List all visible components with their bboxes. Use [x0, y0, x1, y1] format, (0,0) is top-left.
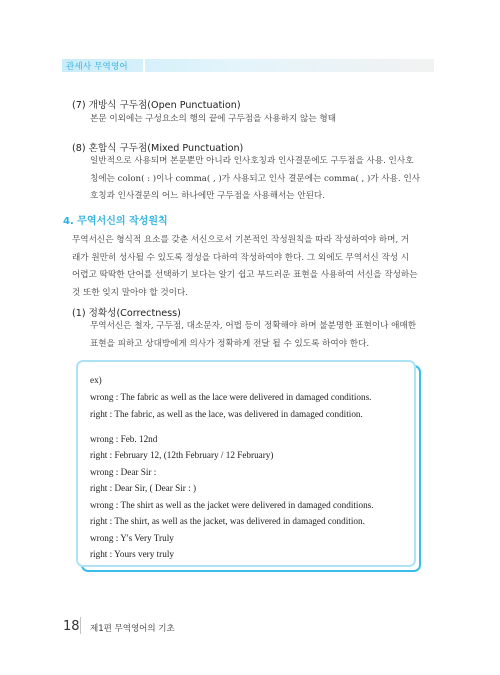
- body-line: 칭에는 colon( : )이나 comma( , )가 사용되고 인사 결문에는 comma( , )가 사용. 인사: [90, 173, 421, 184]
- body-line: 것 또한 잊지 말아야 할 것이다.: [72, 287, 189, 298]
- example-line: right : Dear Sir, ( Dear Sir : ): [90, 483, 197, 493]
- example-line: wrong : Dear Sir :: [90, 467, 157, 477]
- page-number: 18: [63, 619, 80, 634]
- section-1-body: [90, 318, 416, 353]
- example-line: wrong : The shirt as well as the jacket were delivered in damaged conditions.: [90, 500, 374, 510]
- footer-part-label: 제1편 무역영어의 기초: [90, 624, 175, 634]
- section-4-body: [72, 232, 418, 302]
- example-line: right : February 12, (12th February / 12 February): [90, 450, 274, 460]
- section-4-title: 4. 무역서신의 작성원칙: [63, 216, 168, 227]
- section-7-body: [90, 111, 336, 129]
- example-line: right : The shirt, as well as the jacket, was delivered in damaged condition.: [90, 516, 365, 526]
- body-line: 본문 이외에는 구성요소의 행의 끝에 구두점을 사용하지 않는 형태: [90, 114, 336, 124]
- section-7-title: (7) 개방식 구두점(Open Punctuation): [72, 100, 241, 111]
- example-line: wrong : The fabric as well as the lace were delivered in damaged conditions.: [90, 392, 372, 402]
- example-line: wrong : Feb. 12nd: [90, 434, 158, 444]
- body-line: 어렵고 딱딱한 단어를 선택하기 보다는 알기 쉽고 부드러운 표현을 사용하여 서신을 작성하는: [72, 270, 418, 280]
- body-line: 표현을 피하고 상대방에게 의사가 정확하게 전달 될 수 있도록 하여야 한다.: [90, 338, 370, 349]
- header-separator: [143, 59, 145, 72]
- section-8-title: (8) 혼합식 구두점(Mixed Punctuation): [72, 143, 244, 154]
- section-8-body: [90, 153, 420, 206]
- section-1-title: (1) 정확성(Correctness): [72, 308, 181, 319]
- example-label: ex): [90, 375, 102, 385]
- example-line: right : The fabric, as well as the lace, was delivered in damaged condition.: [90, 409, 363, 419]
- footer-divider: [80, 617, 81, 634]
- body-line: 호칭과 인사결문의 어느 하나에만 구두점을 사용해서는 안된다.: [90, 191, 325, 201]
- body-line: 무역서신은 철자, 구두점, 대소문자, 어법 등이 정확해야 하며 불분명한 표현이나 애매한: [90, 321, 417, 331]
- running-header: 관세사 무역영어: [66, 62, 128, 72]
- body-line: 무역서신은 형식적 요소를 갖춘 서신으로서 기본적인 작성원칙을 따라 작성하여야 하며, 거: [72, 235, 410, 245]
- example-line: wrong : Y's Very Truly: [90, 533, 174, 543]
- body-line: 래가 원만히 성사될 수 있도록 정성을 다하여 작성하여야 한다. 그 외에도 무역서신 작성 시: [72, 252, 410, 263]
- body-line: 일반적으로 사용되며 본문뿐만 아니라 인사호칭과 인사결문에도 구두점을 사용. 인사호: [90, 156, 414, 166]
- example-line: right : Yours very truly: [90, 549, 174, 559]
